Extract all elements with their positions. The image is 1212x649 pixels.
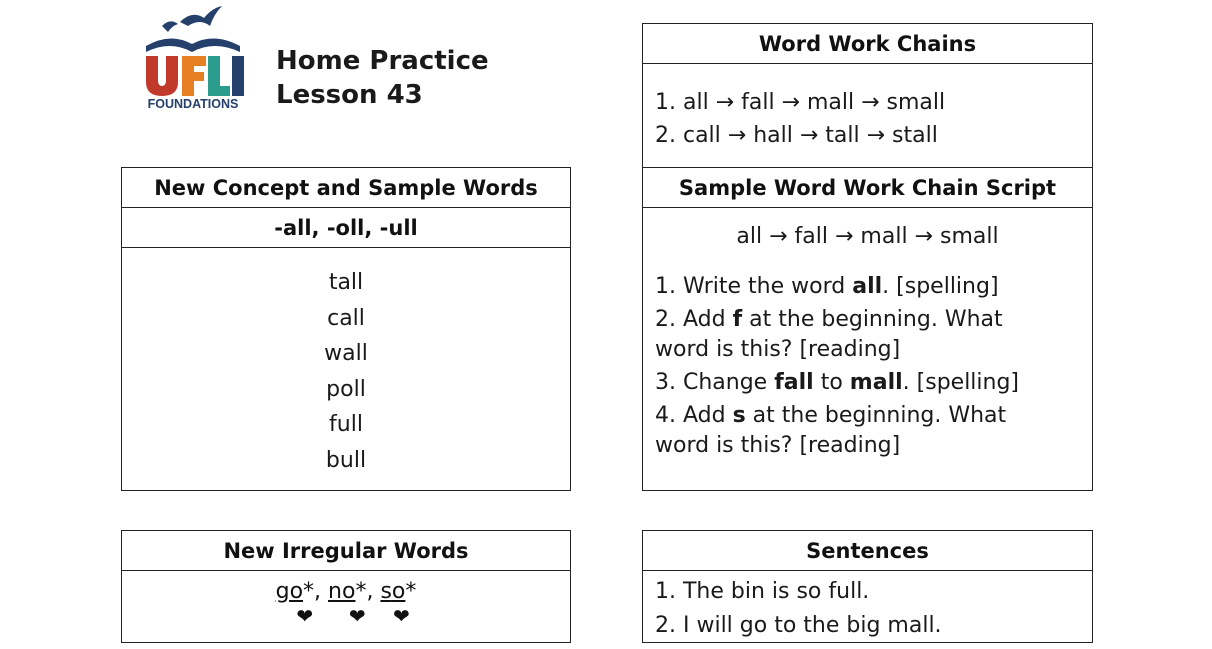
logo-subtitle: FOUNDATIONS [147, 97, 239, 111]
sample-word: bull [325, 447, 367, 473]
script-step: 1. Write the word all. [spelling] [655, 274, 999, 299]
script-step: 2. Add f at the beginning. What word is this? [reading] [655, 307, 1003, 362]
sample-word: call [327, 305, 365, 331]
sentence-item: 1. The bin is so full. [655, 579, 870, 604]
word-work-chains-box [642, 23, 1093, 168]
new-concept-box [121, 167, 571, 491]
script-step: 3. Change fall to mall. [spelling] [655, 370, 1020, 395]
sample-word: full [329, 412, 363, 437]
sample-word: wall [324, 341, 368, 366]
irregular-word: no*, ❤ [328, 579, 381, 628]
irregular-word: so* ❤ [380, 579, 417, 628]
script-steps [643, 252, 1092, 461]
sample-script-title: Sample Word Work Chain Script [643, 168, 1092, 208]
heart-icon: ❤ [296, 604, 314, 628]
chain-item: 2. call → hall → tall → stall [655, 123, 938, 148]
sample-word: poll [326, 376, 366, 402]
irregular-words-box [121, 530, 571, 643]
title-line-2: Lesson 43 [276, 80, 423, 110]
concept-pattern: -all, -oll, -ull [122, 208, 570, 248]
title-line-1: Home Practice [276, 46, 489, 76]
chain-list [643, 64, 1092, 152]
sample-word: tall [328, 270, 364, 295]
heart-icon: ❤ [393, 604, 410, 628]
script-chain: all → fall → mall → small [736, 224, 999, 249]
sentences-title: Sentences [643, 531, 1092, 571]
chain-item: 1. all → fall → mall → small [655, 90, 946, 115]
sentences-box [642, 530, 1093, 643]
heart-icon: ❤ [348, 604, 366, 628]
ufli-logo [140, 4, 246, 112]
irregular-word: go*, ❤ [275, 579, 329, 628]
word-work-chains-title: Word Work Chains [643, 24, 1092, 64]
sentence-list [643, 571, 1092, 643]
sample-script-box [642, 167, 1093, 491]
irregular-word-list [122, 571, 570, 627]
script-step: 4. Add s at the beginning. What word is this? [reading] [655, 403, 1007, 458]
sample-word-list [122, 248, 570, 478]
new-concept-title: New Concept and Sample Words [122, 168, 570, 208]
sentence-item: 2. I will go to the big mall. [655, 613, 942, 638]
page-title [276, 44, 489, 112]
irregular-words-title: New Irregular Words [122, 531, 570, 571]
